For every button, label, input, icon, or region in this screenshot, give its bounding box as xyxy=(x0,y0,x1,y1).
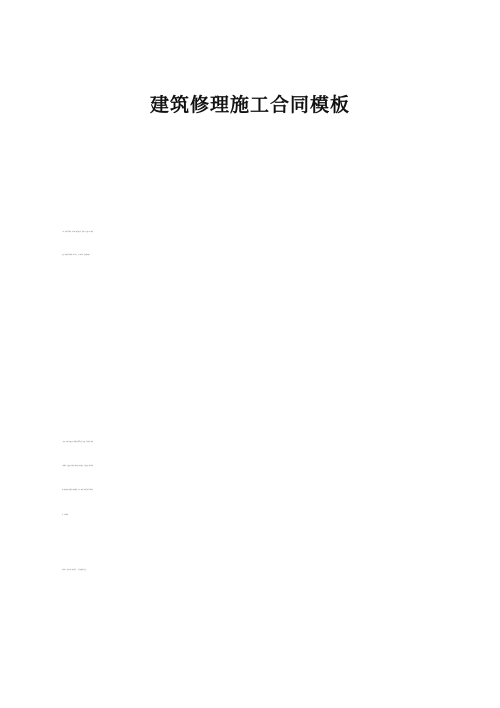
intro-paragraph-line: 互利、真诚合作原则，结合本工程具体状况，依据《民法典》和《建筑 xyxy=(62,232,93,233)
intro-paragraph-line: 安装工程承包合同条例》有关规定，签订本合同，具体条款如下： xyxy=(62,255,91,256)
clause-1-6 xyxy=(62,537,500,559)
clause-2-1 xyxy=(62,618,500,640)
section-heading-2 xyxy=(62,589,500,611)
clause-1-3 xyxy=(62,355,500,377)
document-title: 建筑修理施工合同模板 xyxy=(149,94,350,116)
intro-paragraph-line xyxy=(62,201,500,223)
clause-1-6-continued: 总款的%。预留%的工程质保金。一年质保期满后支付。 xyxy=(62,570,87,571)
clause-1-5-continued: 减工程量预算为依据进行价款调整。但在工程完工验收合格后办理结算 xyxy=(62,490,93,491)
party-a-line xyxy=(62,147,500,169)
contract-number-line xyxy=(62,119,500,141)
clause-1-5-continued: 时一次性调整。 xyxy=(62,515,69,516)
clause-1-1 xyxy=(62,300,500,322)
clause-1-4 xyxy=(62,382,500,404)
clause-1-5-continued: 工包料。因制定变更或甲方依据必须要要求进行变更，合同价款可作相 xyxy=(62,442,93,443)
clause-1-2 xyxy=(62,328,500,350)
clause-1-5 xyxy=(62,409,500,431)
party-b-line xyxy=(62,175,500,197)
clause-1-5-continued: 应的调整，变更按实际增减工程量双方协商解决，并按发包人提供的增 xyxy=(62,466,93,467)
section-heading-1 xyxy=(62,272,500,294)
